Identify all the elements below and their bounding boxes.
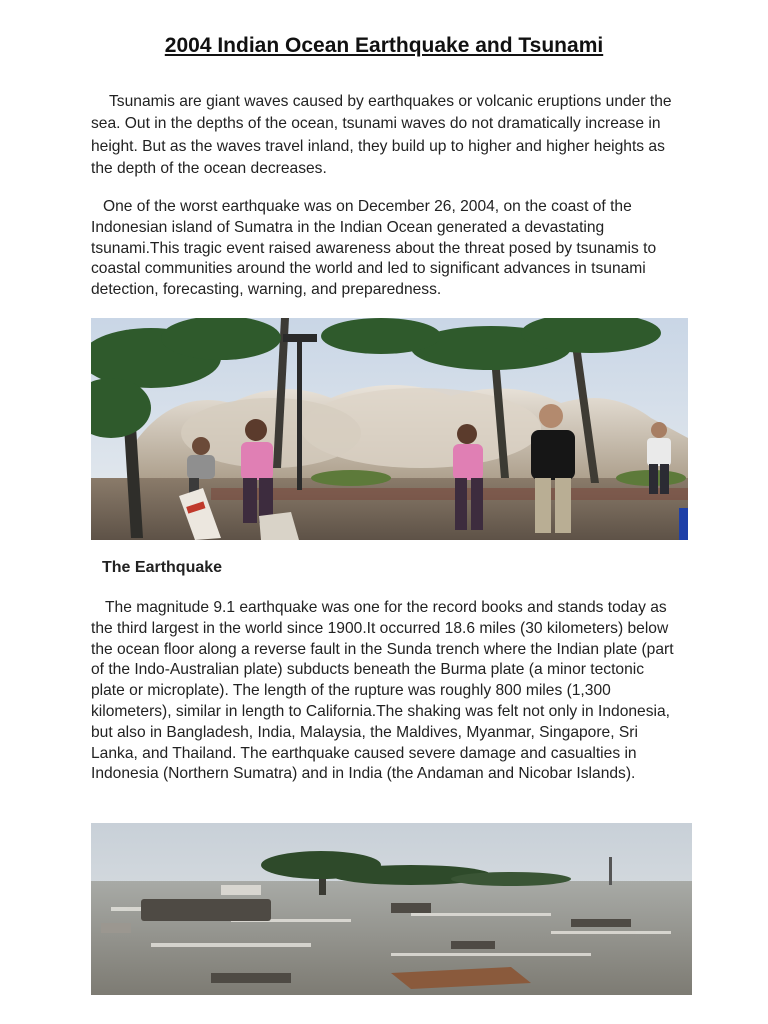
paragraph-worst-earthquake: One of the worst earthquake was on December 26, 2004, on the coast of the Indonesian island of Sumatra in the Indian Ocean generated a devastating tsunami.This tragic event raised awareness about the threat posed by tsunamis to coastal communities around the world and led to significant advances in tsunami detection, forecasting, warning, and preparedness. bbox=[91, 198, 657, 299]
paragraph-earthquake-details: The magnitude 9.1 earthquake was one for the record books and stands today as the third largest in the world since 1900.It occurred 18.6 miles (30 kilometers) below the ocean floor along a reverse fault in the Sunda trench where the Indian plate (part of the Indo-Australian plate) subducts beneath the Burma plate (a minor tectonic plate or microplate). The length of the rupture was roughly 800 miles (1,300 kilometers), similar in length to California.The shaking was felt not only in Indonesia, but also in Bangladesh, India, Malaysia, the Maldives, Myanmar, Singapore, Sri Lanka, and Thailand. The earthquake caused severe damage and casualties in Indonesia (Northern Sumatra) and in India (the Andaman and Nicobar Islands). bbox=[91, 599, 674, 783]
section-heading-earthquake: The Earthquake bbox=[102, 559, 223, 576]
tsunami-wave-photo bbox=[91, 318, 688, 540]
paragraph-tsunami-intro: Tsunamis are giant waves caused by earthquakes or volcanic eruptions under the sea. Out in the depths of the ocean, tsunami waves do not dramatically increase in height. But as the waves travel inland, they build up to higher and higher heights as the depth of the ocean decreases. bbox=[91, 93, 672, 177]
document-title: 2004 Indian Ocean Earthquake and Tsunami bbox=[164, 34, 604, 57]
flooded-coast-photo bbox=[91, 823, 692, 995]
